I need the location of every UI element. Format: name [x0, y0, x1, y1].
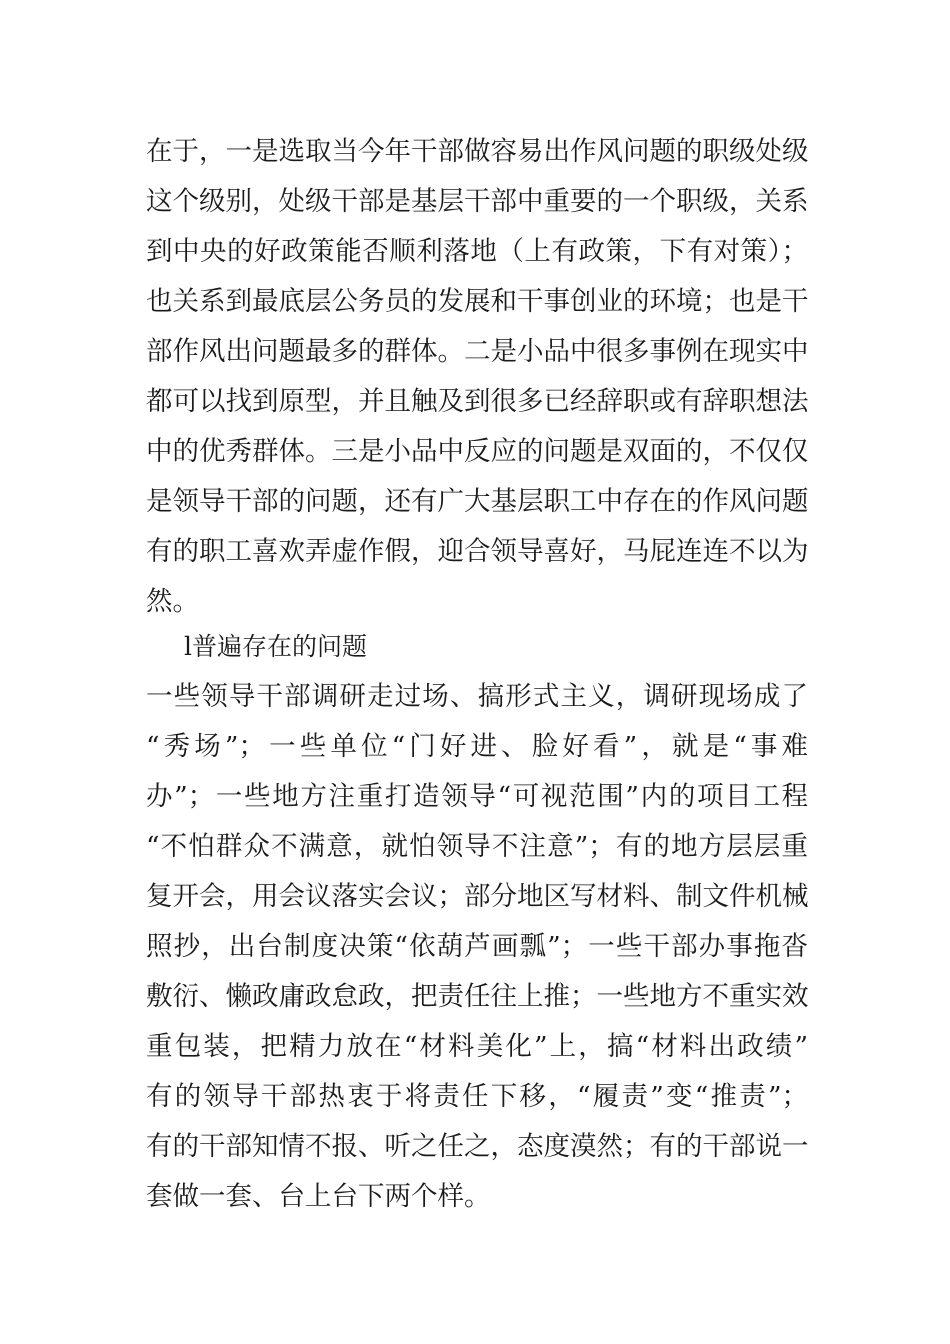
- section-heading: l普遍存在的问题: [184, 632, 367, 661]
- text-line: 重包装，把精力放在“材料美化”上，搞“材料出政绩”: [146, 1031, 808, 1062]
- text-line: 到中央的好政策能否顺利落地（上有政策，下有对策）；: [146, 236, 808, 267]
- text-line: 敷衍、懒政庸政怠政，把责任往上推；一些地方不重实效: [146, 981, 809, 1012]
- text-line: 有的职工喜欢弄虚作假，迎合领导喜好，马屁连连不以为: [146, 536, 809, 567]
- text-line: 都可以找到原型，并且触及到很多已经辞职或有辞职想法: [146, 386, 809, 417]
- text-line: 中的优秀群体。三是小品中反应的问题是双面的，不仅仅: [146, 436, 809, 467]
- text-line: 一些领导干部调研走过场、搞形式主义，调研现场成了: [146, 681, 808, 712]
- text-line: “秀场”；一些单位“门好进、脸好看”，就是“事难: [146, 731, 808, 762]
- text-line: 在于，一是选取当今年干部做容易出作风问题的职级处级: [146, 136, 809, 167]
- text-line: 套做一套、台上台下两个样。: [146, 1181, 491, 1212]
- text-line: 是领导干部的问题，还有广大基层职工中存在的作风问题: [146, 486, 809, 517]
- text-line: 有的干部知情不报、听之任之，态度漠然；有的干部说一: [146, 1131, 809, 1162]
- text-line: 然。: [146, 586, 199, 617]
- text-line: 办”；一些地方注重打造领导“可视范围”内的项目工程: [146, 781, 808, 812]
- text-line: “不怕群众不满意，就怕领导不注意”；有的地方层层重: [146, 831, 808, 862]
- text-line: 有的领导干部热衷于将责任下移，“履责”变“推责”；: [146, 1081, 808, 1112]
- text-line: 这个级别，处级干部是基层干部中重要的一个职级，关系: [146, 186, 809, 217]
- text-line: 复开会，用会议落实会议；部分地区写材料、制文件机械: [146, 881, 809, 912]
- text-line: 也关系到最底层公务员的发展和干事创业的环境；也是干: [146, 286, 809, 317]
- text-line: 照抄，出台制度决策“依葫芦画瓢”；一些干部办事拖沓: [146, 931, 808, 962]
- text-line: 部作风出问题最多的群体。二是小品中很多事例在现实中: [146, 336, 809, 367]
